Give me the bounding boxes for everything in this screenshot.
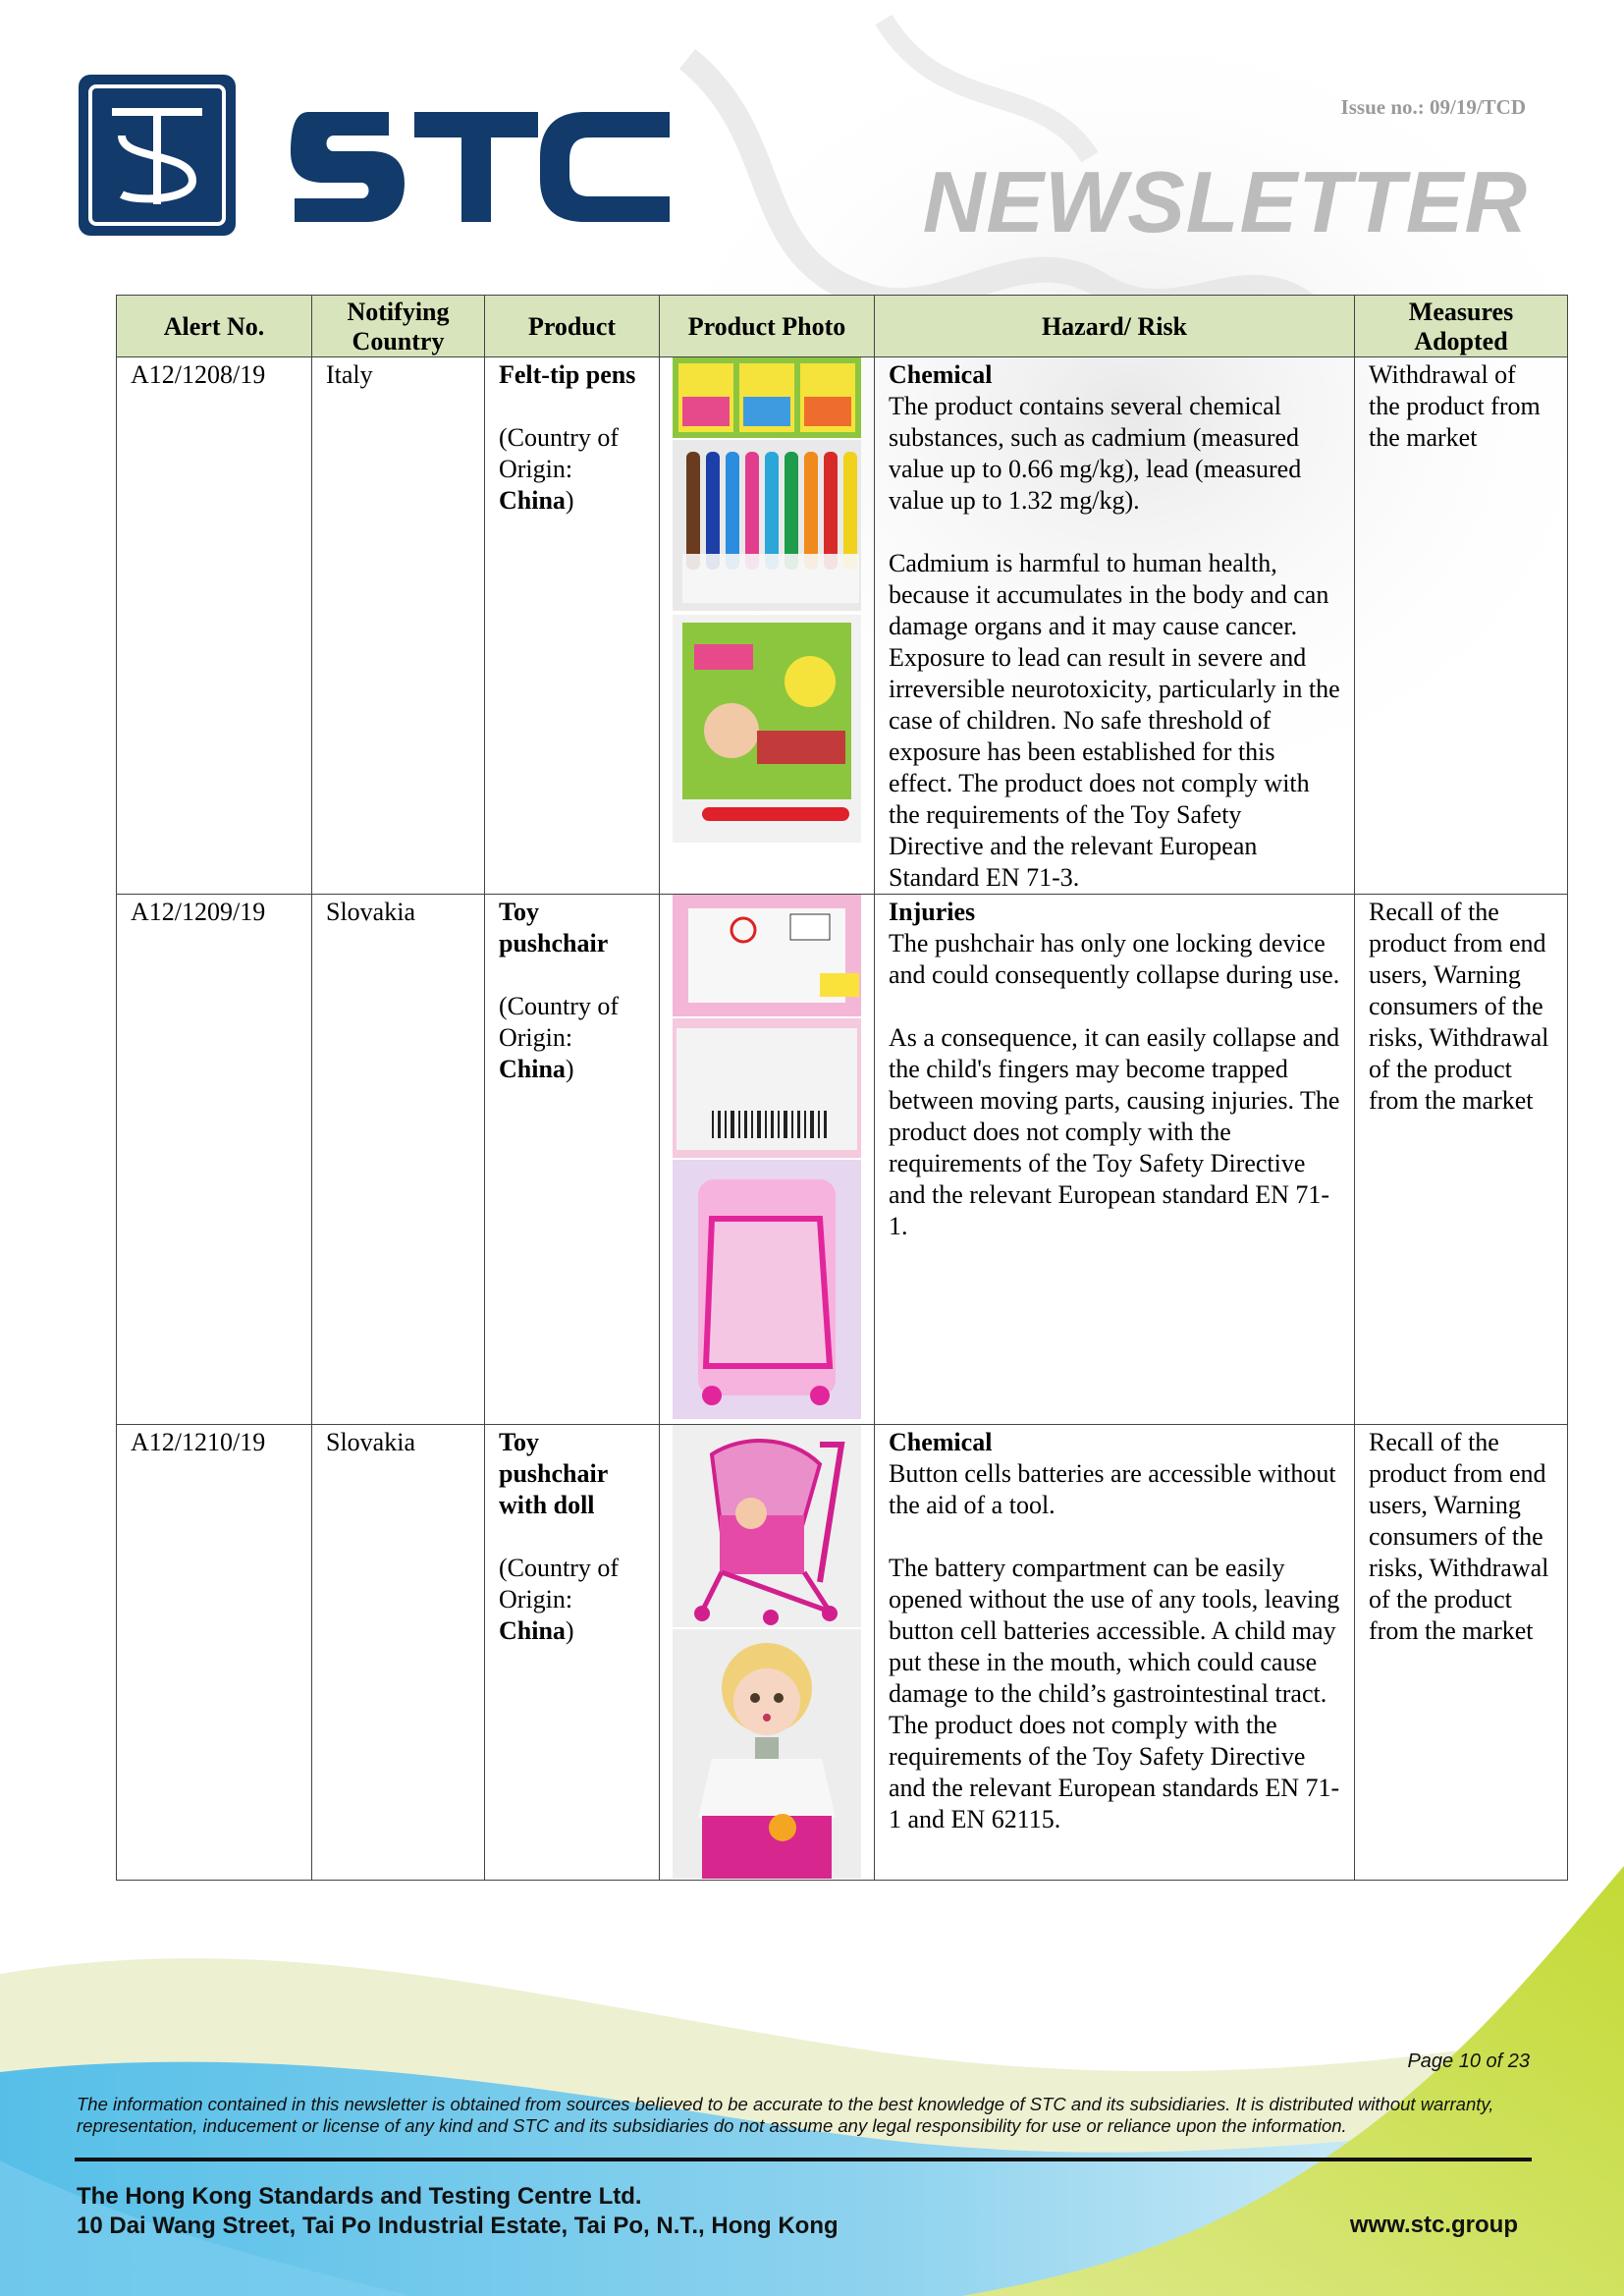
header-product-photo: Product Photo xyxy=(660,296,875,357)
hazard-cell xyxy=(875,895,1355,1425)
hazard-details: The battery compartment can be easily opened without the use of any tools, leaving button cell batteries accessible. A child may put these in the mouth, which could cause damage to the child’s gastrointestinal tract. The product does not comply with the requirements of the Toy Safety Directive and the relevant European standards EN 71-1 and EN 62115. xyxy=(889,1554,1340,1833)
hazard-title: Chemical xyxy=(889,1428,993,1456)
company-address: 10 Dai Wang Street, Tai Po Industrial Estate, Tai Po, N.T., Hong Kong xyxy=(77,2213,839,2239)
felt-tip-pens-photo xyxy=(673,357,861,843)
stc-logo xyxy=(77,73,671,240)
alert-no-cell: A12/1209/19 xyxy=(117,895,312,1425)
measures-cell: Recall of the product from end users, Warning consumers of the risks, Withdrawal of the product from the market xyxy=(1355,1425,1568,1881)
product-photo-cell xyxy=(660,895,875,1425)
website-link[interactable]: www.stc.group xyxy=(1349,2212,1518,2238)
toy-pushchair-with-doll-photo xyxy=(673,1425,861,1879)
country-of-origin xyxy=(499,422,645,517)
origin-country: China xyxy=(499,486,566,515)
measures-cell: Withdrawal of the product from the market xyxy=(1355,357,1568,895)
alerts-table xyxy=(116,295,1568,1881)
hazard-description: The product contains several chemical substances, such as cadmium (measured value up to 0.66 mg/kg), lead (measured value up to 1.32 mg/kg). xyxy=(889,392,1302,515)
product-cell xyxy=(485,895,660,1425)
header-notifying-country-line2: Country xyxy=(352,327,445,355)
hazard-description: Button cells batteries are accessible without the aid of a tool. xyxy=(889,1459,1336,1519)
origin-suffix: ) xyxy=(565,486,574,515)
origin-suffix: ) xyxy=(565,1616,574,1645)
header-product: Product xyxy=(485,296,660,357)
country-cell: Slovakia xyxy=(312,1425,485,1881)
hazard-title: Injuries xyxy=(889,898,976,926)
product-name: Felt-tip pens xyxy=(499,360,636,389)
product-photo-cell xyxy=(660,357,875,895)
toy-pushchair-photo xyxy=(673,895,861,1419)
header-hazard-risk: Hazard/ Risk xyxy=(875,296,1355,357)
hazard-cell xyxy=(875,1425,1355,1881)
footer-divider xyxy=(75,2158,1532,2161)
alert-no-cell: A12/1210/19 xyxy=(117,1425,312,1881)
origin-prefix: (Country of Origin: xyxy=(499,1554,620,1613)
measures-cell: Recall of the product from end users, Warning consumers of the risks, Withdrawal of the product from the market xyxy=(1355,895,1568,1425)
origin-prefix: (Country of Origin: xyxy=(499,423,620,483)
hazard-description: The pushchair has only one locking device and could consequently collapse during use. xyxy=(889,929,1340,989)
header-notifying-country xyxy=(312,296,485,357)
hazard-title: Chemical xyxy=(889,360,993,389)
hazard-cell xyxy=(875,357,1355,895)
country-of-origin xyxy=(499,991,645,1085)
hazard-details: Cadmium is harmful to human health, because it accumulates in the body and can damage organs and it may cause cancer. Exposure to lead can result in severe and irreversible neurotoxicity, particularly in the case of children. No safe threshold of exposure has been established for this effect. The product does not comply with the requirements of the Toy Safety Directive and the relevant European Standard EN 71-3. xyxy=(889,549,1340,892)
table-row xyxy=(117,357,1568,895)
country-cell: Italy xyxy=(312,357,485,895)
header-notifying-country-line1: Notifying xyxy=(347,298,450,326)
company-name: The Hong Kong Standards and Testing Centre Ltd. xyxy=(77,2183,642,2210)
alert-no-cell: A12/1208/19 xyxy=(117,357,312,895)
table-row xyxy=(117,1425,1568,1881)
product-cell xyxy=(485,357,660,895)
disclaimer-text: The information contained in this newsletter is obtained from sources believed to be accurate to the best knowledge of STC and its subsidiaries. It is distributed without warranty, representation, inducement or license of any kind and STC and its subsidiaries do not assume any legal responsibility for use or reliance upon the information. xyxy=(77,2094,1494,2136)
hazard-details: As a consequence, it can easily collapse and the child's fingers may become trapped between moving parts, causing injuries. The product does not comply with the requirements of the Toy Safety Directive and the relevant European standard EN 71-1. xyxy=(889,1023,1340,1240)
origin-country: China xyxy=(499,1055,566,1083)
origin-suffix: ) xyxy=(565,1055,574,1083)
issue-number: Issue no.: 09/19/TCD xyxy=(1340,95,1526,119)
country-of-origin xyxy=(499,1553,645,1647)
page-number: Page 10 of 23 xyxy=(1407,2050,1530,2072)
header-measures-adopted xyxy=(1355,296,1568,357)
header-measures-line2: Adopted xyxy=(1414,327,1508,355)
newsletter-title: NEWSLETTER xyxy=(922,153,1528,250)
header-measures-line1: Measures xyxy=(1408,298,1514,326)
product-name: Toy pushchair with doll xyxy=(499,1428,608,1519)
product-photo-cell xyxy=(660,1425,875,1881)
product-cell xyxy=(485,1425,660,1881)
table-header-row xyxy=(117,296,1568,357)
country-cell: Slovakia xyxy=(312,895,485,1425)
origin-country: China xyxy=(499,1616,566,1645)
company-info xyxy=(77,2182,839,2241)
product-name: Toy pushchair xyxy=(499,898,609,957)
origin-prefix: (Country of Origin: xyxy=(499,992,620,1052)
header-alert-no: Alert No. xyxy=(117,296,312,357)
table-row xyxy=(117,895,1568,1425)
